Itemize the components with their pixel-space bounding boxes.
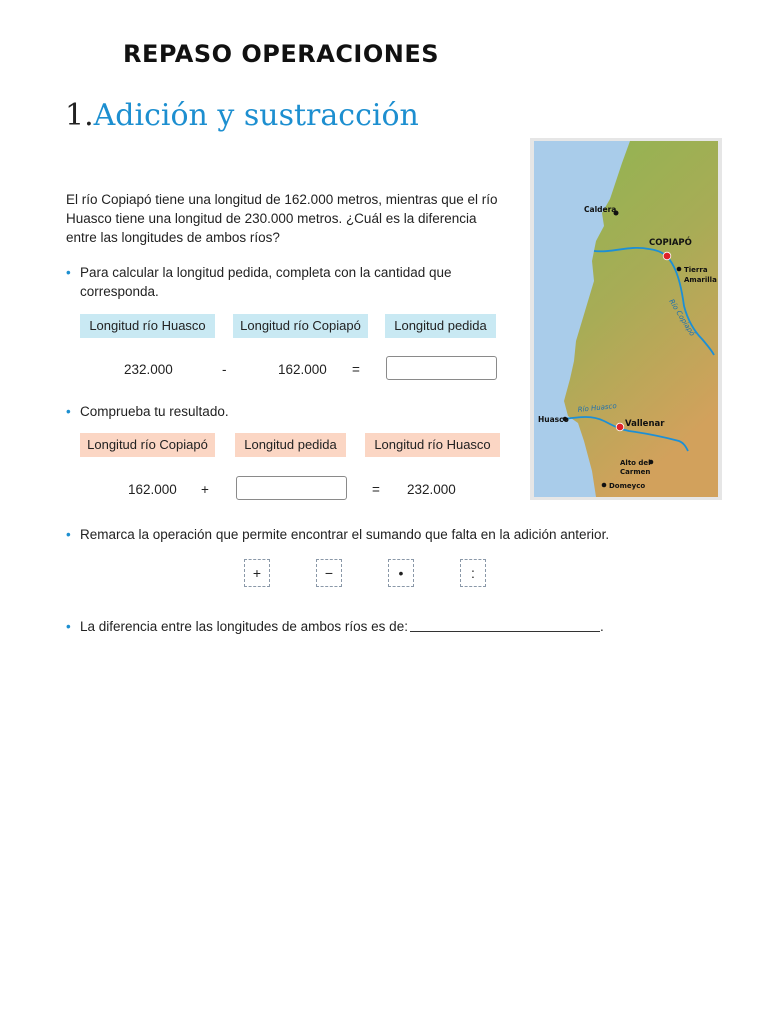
bullet-icon: • <box>66 527 71 542</box>
chip-step2-copiapo: Longitud río Copiapó <box>80 433 215 457</box>
step1-minus-sign: - <box>222 362 227 377</box>
rio-huasco-label: Río Huasco <box>577 401 618 414</box>
alto-del-carmen-marker <box>620 459 653 476</box>
svg-text:Alto del: Alto del <box>620 459 651 467</box>
huasco-marker <box>538 415 569 424</box>
chip-step1-copiapo: Longitud río Copiapó <box>233 314 368 338</box>
step4-period: . <box>599 619 604 634</box>
step2-equals-sign: = <box>372 482 380 497</box>
step2-instruction: Comprueba tu resultado. <box>80 404 229 419</box>
bullet-icon: • <box>66 265 71 280</box>
answer-blank-line[interactable] <box>410 617 600 632</box>
svg-text:Vallenar: Vallenar <box>625 419 665 429</box>
step1-answer-input[interactable] <box>386 356 497 380</box>
svg-text:Tierra: Tierra <box>684 266 708 274</box>
operator-minus-option[interactable]: − <box>316 559 342 587</box>
chip-step1-pedida: Longitud pedida <box>385 314 496 338</box>
section-number: 1. <box>65 98 94 133</box>
rio-copiapo-label: Río Copiapó <box>667 297 697 338</box>
chip-step2-pedida: Longitud pedida <box>235 433 346 457</box>
step2-item <box>66 402 229 421</box>
map-graphic <box>534 141 718 497</box>
step2-plus-sign: + <box>201 482 209 497</box>
step1-subtrahend: 162.000 <box>278 362 327 377</box>
chip-step2-huasco: Longitud río Huasco <box>365 433 500 457</box>
operator-plus-option[interactable]: + <box>244 559 270 587</box>
domeyco-marker <box>602 482 646 490</box>
step1-equals-sign: = <box>352 362 360 377</box>
operator-divide-option[interactable]: : <box>460 559 486 587</box>
svg-text:Caldera: Caldera <box>584 205 617 214</box>
svg-text:Domeyco: Domeyco <box>609 482 646 490</box>
step3-item <box>66 525 609 544</box>
step3-instruction: Remarca la operación que permite encontrar el sumando que falta en la adición anterior. <box>80 527 610 542</box>
chip-step1-huasco: Longitud río Huasco <box>80 314 215 338</box>
section-title: Adición y sustracción <box>93 98 419 133</box>
step2-addend: 162.000 <box>128 482 177 497</box>
step1-minuend: 232.000 <box>124 362 173 377</box>
svg-text:COPIAPÓ: COPIAPÓ <box>649 238 692 248</box>
problem-statement: El río Copiapó tiene una longitud de 162.000 metros, mientras que el río Huasco tiene una longitud de 230.000 metros. ¿Cuál es la diferencia entre las longitudes de ambos ríos? <box>66 192 498 245</box>
region-map <box>530 138 722 500</box>
section-heading <box>65 98 419 133</box>
svg-text:Carmen: Carmen <box>620 468 651 476</box>
page-title: REPASO OPERACIONES <box>123 40 440 68</box>
svg-text:Amarilla: Amarilla <box>684 276 717 284</box>
step2-sum: 232.000 <box>407 482 456 497</box>
step1-item <box>66 263 466 301</box>
caldera-marker <box>584 205 619 216</box>
step4-text: La diferencia entre las longitudes de ambos ríos es de: <box>80 619 408 634</box>
bullet-icon: • <box>66 404 71 419</box>
step2-answer-input[interactable] <box>236 476 347 500</box>
step4-item <box>66 617 604 636</box>
svg-text:Huasco: Huasco <box>538 415 569 424</box>
step1-instruction: Para calcular la longitud pedida, completa con la cantidad que corresponda. <box>80 265 452 299</box>
bullet-icon: • <box>66 619 71 634</box>
operator-multiply-option[interactable]: • <box>388 559 414 587</box>
